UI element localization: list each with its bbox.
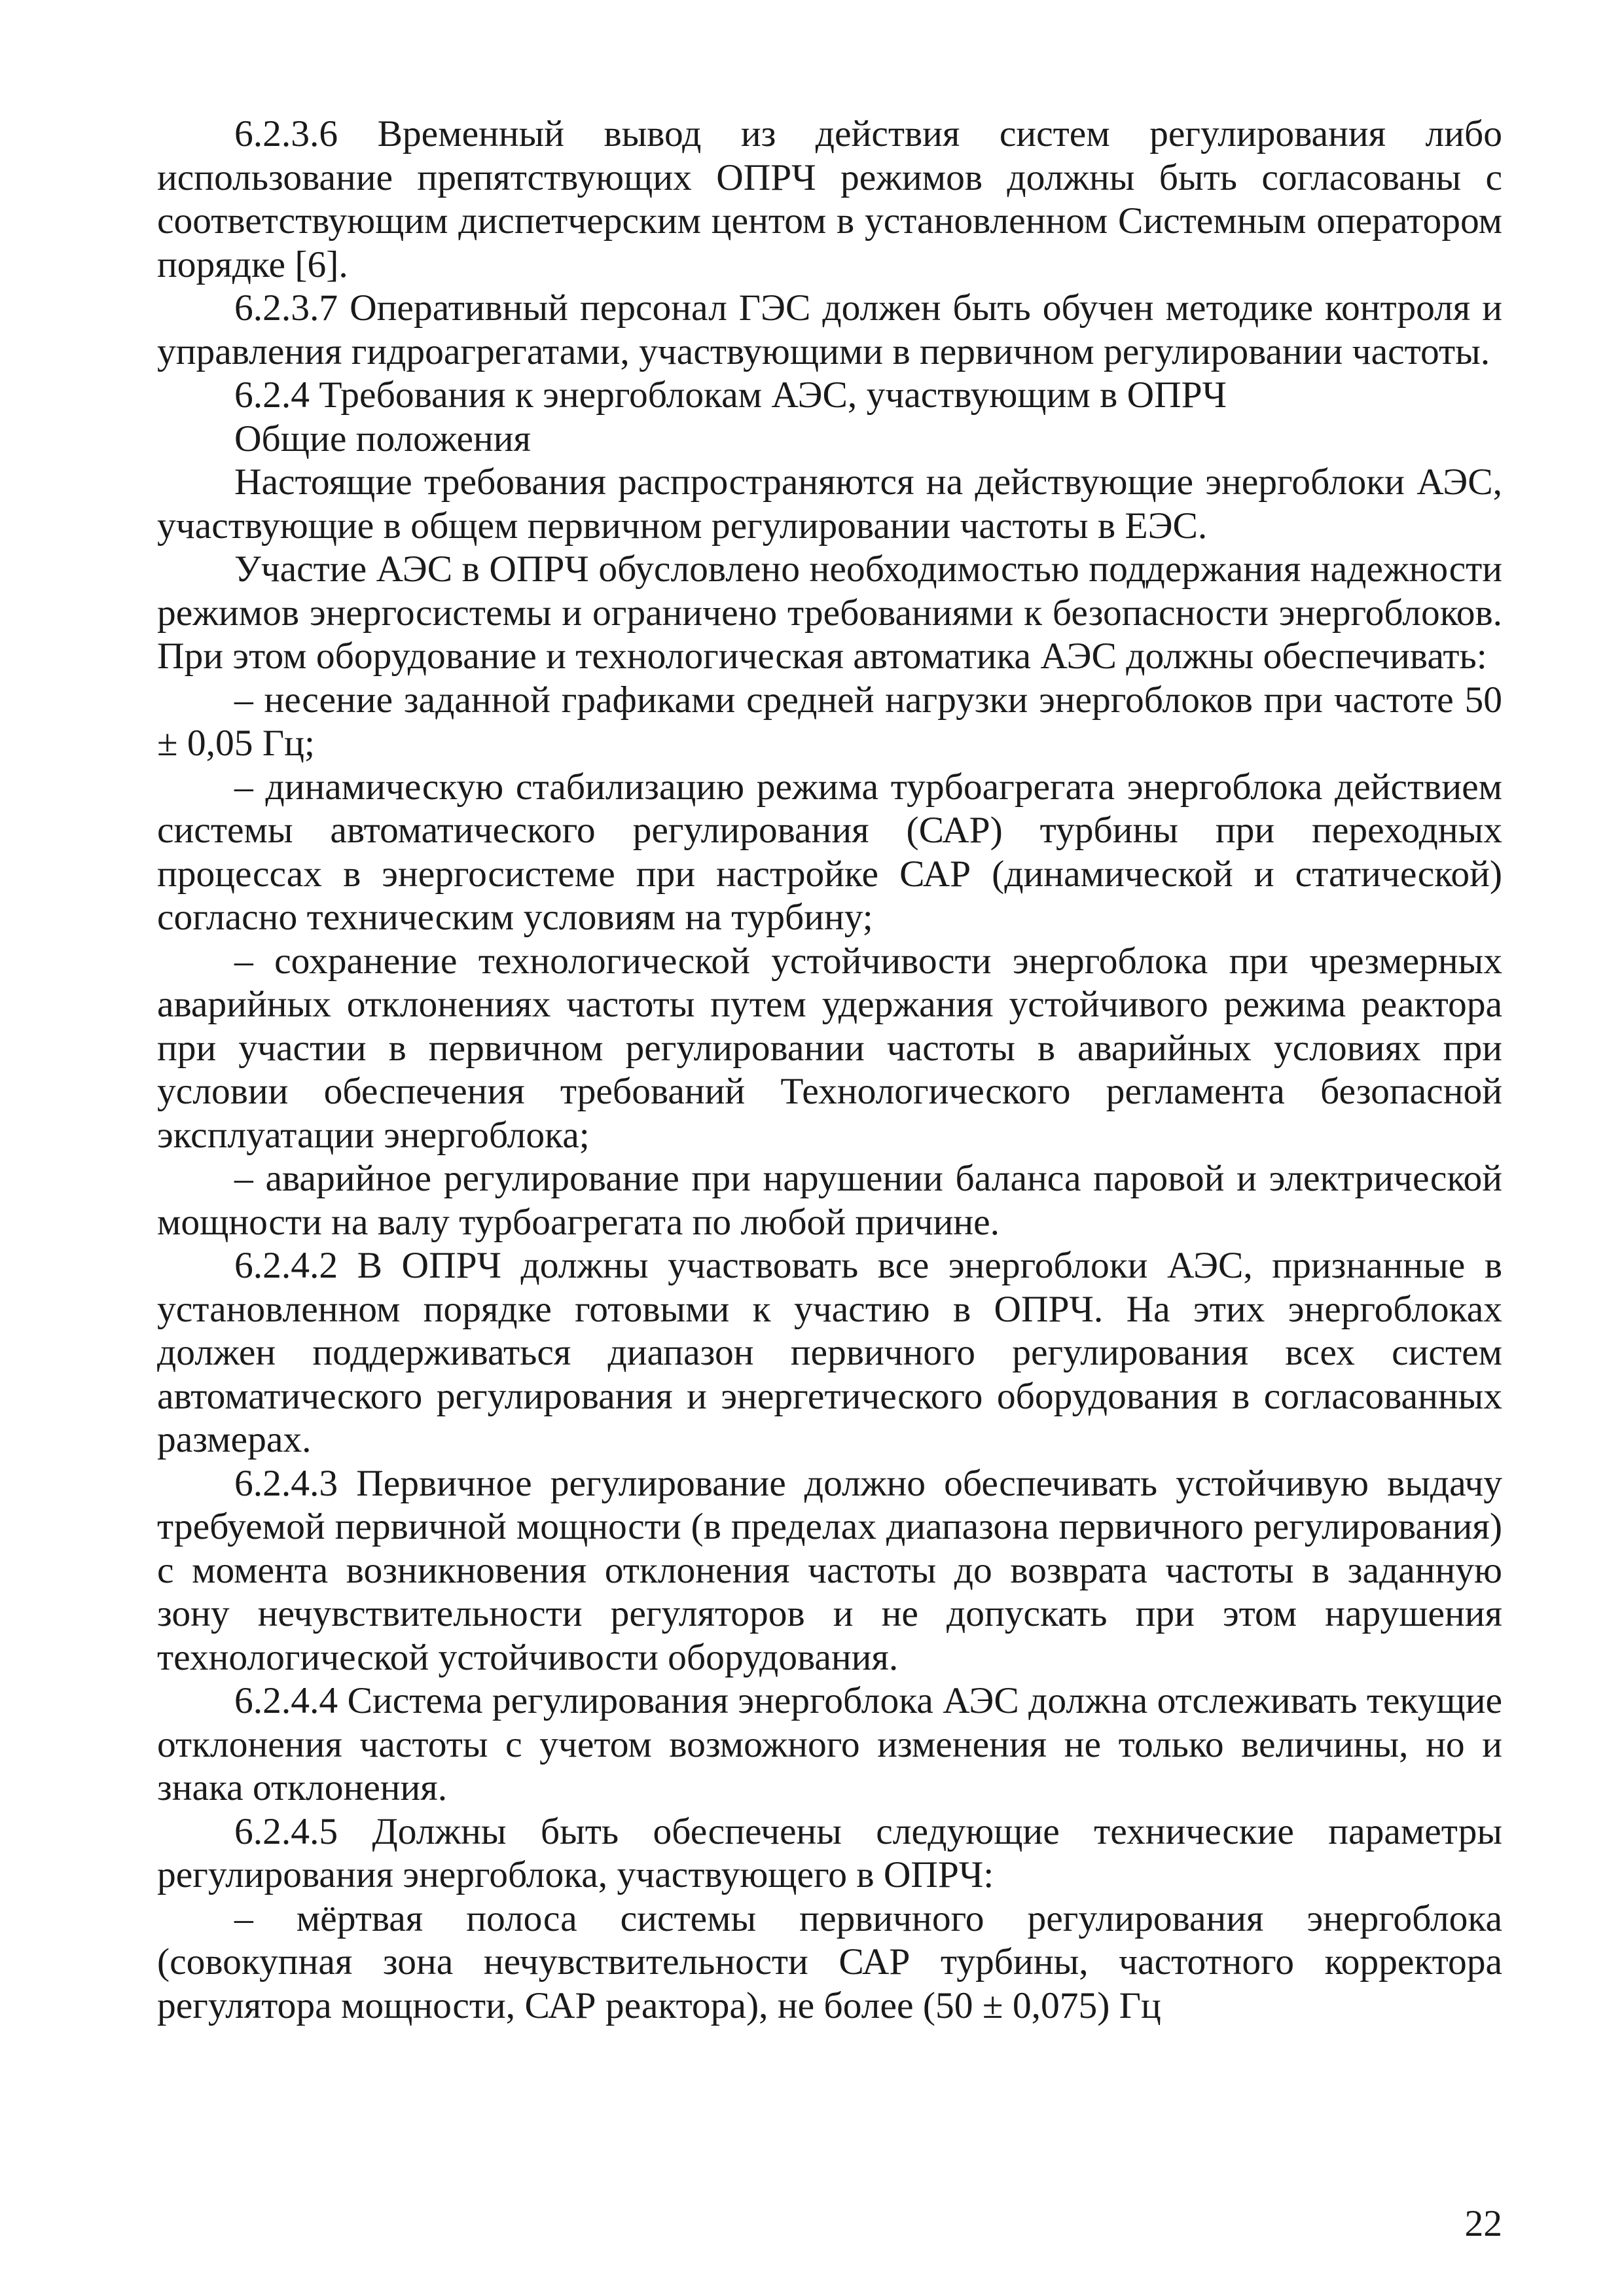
list-item-technological-stability: – сохранение технологической устойчивости энергоблока при чрезмерных аварийных отклонениях частоты путем удержания устойчивого режима реактора при участии в первичном регулировании частоты в аварийных условиях при условии обеспечения требований Технологического регламента безопасной эксплуатации энергоблока; xyxy=(157,940,1502,1156)
paragraph-scope: Настоящие требования распространяются на действующие энергоблоки АЭС, участвующие в общем первичном регулировании частоты в ЕЭС. xyxy=(157,461,1502,547)
list-item-load-carrying: – несение заданной графиками средней нагрузки энергоблоков при частоте 50 ± 0,05 Гц; xyxy=(157,679,1502,764)
document-page xyxy=(157,0,1502,2296)
document-body xyxy=(157,113,1502,2028)
list-item-emergency-regulation: – аварийное регулирование при нарушении баланса паровой и электрической мощности на валу турбоагрегата по любой причине. xyxy=(157,1158,1502,1243)
paragraph-participation: Участие АЭС в ОПРЧ обусловлено необходимостью поддержания надежности режимов энергосистемы и ограничено требованиями к безопасности энергоблоков. При этом оборудование и технологическая автоматика АЭС должны обеспечивать: xyxy=(157,548,1502,677)
list-item-dynamic-stabilization: – динамическую стабилизацию режима турбоагрегата энергоблока действием системы автоматического регулирования (САР) турбины при переходных процессах в энергосистеме при настройке САР (динамической и статической) согласно техническим условиям на турбину; xyxy=(157,766,1502,938)
paragraph-6-2-4-5: 6.2.4.5 Должны быть обеспечены следующие технические параметры регулирования энергоблока, участвующего в ОПРЧ: xyxy=(157,1810,1502,1895)
paragraph-6-2-4-2: 6.2.4.2 В ОПРЧ должны участвовать все энергоблоки АЭС, признанные в установленном порядке готовыми к участию в ОПРЧ. На этих энергоблоках должен поддерживаться диапазон первичного регулирования всех систем автоматического регулирования и энергетического оборудования в согласованных размерах. xyxy=(157,1245,1502,1460)
paragraph-6-2-4-3: 6.2.4.3 Первичное регулирование должно обеспечивать устойчивую выдачу требуемой первичной мощности (в пределах диапазона первичного регулирования) с момента возникновения отклонения частоты до возврата частоты в заданную зону нечувствительности регуляторов и не допускать при этом нарушения технологической устойчивости оборудования. xyxy=(157,1462,1502,1678)
section-heading-6-2-4: 6.2.4 Требования к энергоблокам АЭС, участвующим в ОПРЧ xyxy=(234,374,1227,416)
subheading-general-provisions: Общие положения xyxy=(234,418,531,459)
paragraph-6-2-3-6: 6.2.3.6 Временный вывод из действия систем регулирования либо использование препятствующих ОПРЧ режимов должны быть согласованы с соответствующим диспетчерским центом в установленном Системным оператором порядке [6]. xyxy=(157,113,1502,285)
page-number: 22 xyxy=(1464,2203,1502,2244)
list-item-dead-band: – мёртвая полоса системы первичного регулирования энергоблока (совокупная зона нечувствительности САР турбины, частотного корректора регулятора мощности, САР реактора), не более (50 ± 0,075) Гц xyxy=(157,1897,1502,2026)
paragraph-6-2-4-4: 6.2.4.4 Система регулирования энергоблока АЭС должна отслеживать текущие отклонения частоты с учетом возможного изменения не только величины, но и знака отклонения. xyxy=(157,1680,1502,1808)
paragraph-6-2-3-7: 6.2.3.7 Оперативный персонал ГЭС должен быть обучен методике контроля и управления гидроагрегатами, участвующими в первичном регулировании частоты. xyxy=(157,287,1502,372)
